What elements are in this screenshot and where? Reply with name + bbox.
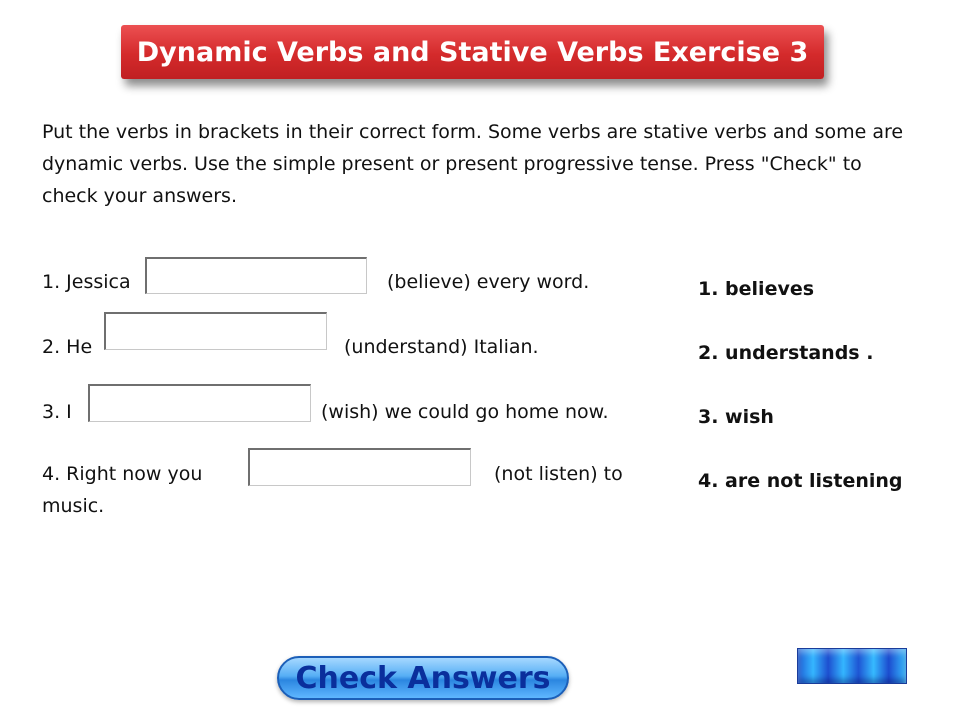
question-2-prefix: 2. He — [42, 336, 93, 358]
page-title: Dynamic Verbs and Stative Verbs Exercise 3 — [136, 36, 809, 68]
next-slide-button[interactable] — [797, 648, 907, 684]
answer-key-item-3: 3. wish — [698, 406, 774, 428]
question-3-answer-input[interactable] — [88, 384, 311, 422]
question-4-prefix: 4. Right now you — [42, 463, 203, 485]
question-4-suffix-continued: music. — [42, 495, 105, 517]
question-1-answer-input[interactable] — [145, 257, 367, 294]
question-2-suffix: (understand) Italian. — [344, 336, 539, 358]
question-3-prefix: 3. I — [42, 401, 72, 423]
question-3-suffix: (wish) we could go home now. — [321, 401, 609, 423]
answer-key-item-2: 2. understands . — [698, 342, 874, 364]
answer-key-item-1: 1. believes — [698, 278, 815, 300]
question-1-suffix: (believe) every word. — [387, 271, 590, 293]
question-2-answer-input[interactable] — [104, 312, 327, 350]
answer-key-item-4: 4. are not listening — [698, 470, 903, 492]
question-4-suffix: (not listen) to — [494, 463, 623, 485]
question-4-answer-input[interactable] — [248, 448, 471, 486]
title-banner — [121, 25, 824, 79]
question-1-prefix: 1. Jessica — [42, 271, 131, 293]
check-answers-button[interactable]: Check Answers — [277, 656, 569, 700]
instructions-text: Put the verbs in brackets in their correct form. Some verbs are stative verbs and some are dynamic verbs. Use the simple present or present progressive tense. Press "Check" to check your answers. — [42, 121, 904, 207]
